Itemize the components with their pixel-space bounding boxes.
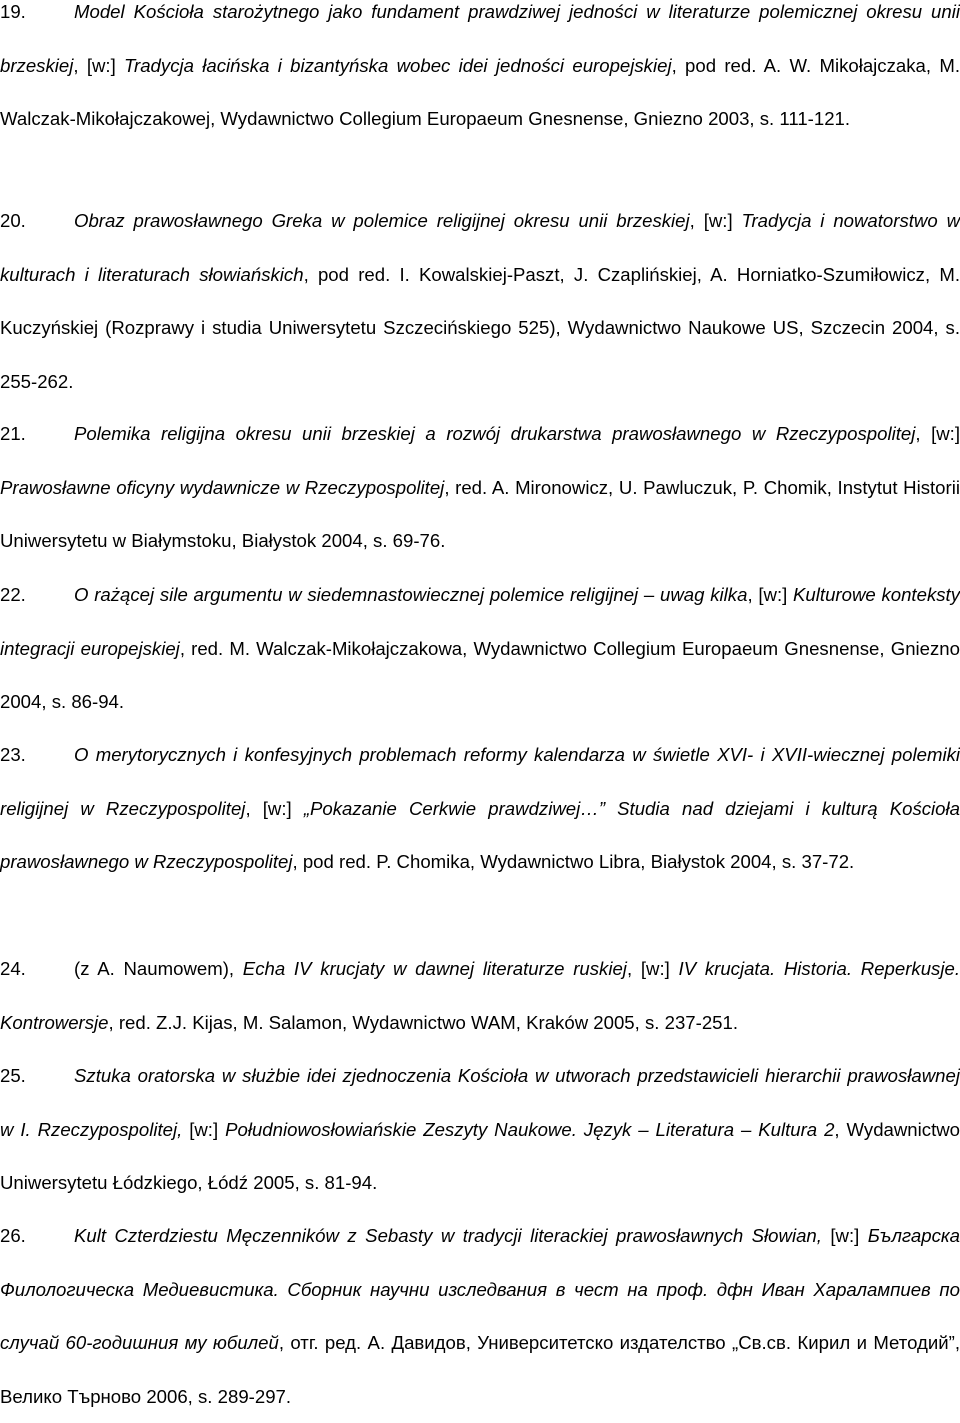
- work-title: Obraz prawosławnego Greka w polemice religijnej okresu unii brzeskiej: [74, 210, 690, 231]
- volume-title: Българска Филологическа Медиевистика. Сборник научни изследвания в чест на проф. дфн Иван Харалампиев по случай 60-годишния му юбилей: [0, 1225, 960, 1353]
- citation-text: , Wydawnictwo Uniwersytetu Łódzkiego, Łódź 2005, s. 81-94.: [0, 1118, 960, 1193]
- entry-number: 26.: [0, 1225, 26, 1246]
- volume-title: „Pokazanie Cerkwie prawdziwej…” Studia nad dziejami i kulturą Kościoła prawosławnego w Rzeczypospolitej: [0, 797, 960, 872]
- citation-text: , отг. ред. А. Давидов, Университетско издателство „Св.св. Кирил и Методий”, Велико Търново 2006, s. 289-297.: [0, 1332, 960, 1407]
- work-title: O merytorycznych i konfesyjnych problemach reformy kalendarza w świetle XVI- i XVII-wiecznej polemiki religijnej w Rzeczypospolitej: [0, 744, 960, 819]
- citation-text: , [w:]: [245, 797, 304, 819]
- citation-text: , pod red. P. Chomika, Wydawnictwo Libra, Białystok 2004, s. 37-72.: [292, 851, 855, 872]
- bibliography-entry: [0, 407, 960, 568]
- volume-title: Tradycja i nowatorstwo w kulturach i literaturach słowiańskich: [0, 210, 960, 285]
- entry-number: 23.: [0, 744, 26, 765]
- bibliography-entry: [0, 0, 960, 146]
- entry-number: 19.: [0, 1, 26, 22]
- citation-text: , red. Z.J. Kijas, M. Salamon, Wydawnictwo WAM, Kraków 2005, s. 237-251.: [108, 1011, 739, 1033]
- work-title: Kult Czterdziestu Męczenników z Sebasty w tradycji literackiej prawosławnych Słowian,: [74, 1225, 822, 1246]
- citation-text: , red. A. Mironowicz, U. Pawluczuk, P. Chomik, Instytut Historii Uniwersytetu w Białymstoku, Białystok 2004, s. 69-76.: [0, 476, 960, 551]
- volume-title: Kulturowe konteksty integracji europejskiej: [0, 584, 960, 659]
- work-title: Model Kościoła starożytnego jako fundament prawdziwej jedności w literaturze polemicznej okresu unii brzeskiej: [0, 1, 960, 76]
- work-title: Echa IV krucjaty w dawnej literaturze ruskiej: [242, 958, 627, 979]
- citation-text: , red. M. Walczak-Mikołajczakowa, Wydawnictwo Collegium Europaeum Gnesnense, Gniezno 2004, s. 86-94.: [0, 637, 960, 712]
- co-author-note: (z A. Naumowem),: [74, 958, 243, 979]
- bibliography-entry: [0, 568, 960, 729]
- volume-title: Tradycja łacińska i bizantyńska wobec idei jedności europejskiej: [124, 54, 672, 76]
- bibliography-entry: [0, 194, 960, 408]
- work-title: O rażącej sile argumentu w siedemnastowiecznej polemice religijnej: [74, 584, 639, 605]
- work-title: Polemika religijna okresu unii brzeskiej a rozwój drukarstwa prawosławnego w Rzeczypospolitej: [74, 423, 916, 444]
- work-subtitle: uwag kilka: [660, 584, 748, 605]
- volume-title: IV krucjata. Historia. Reperkusje. Kontrowersje: [0, 958, 960, 1033]
- entry-number: 24.: [0, 958, 26, 979]
- entry-number: 25.: [0, 1065, 26, 1086]
- work-title: Sztuka oratorska w służbie idei zjednoczenia Kościoła w utworach przedstawicieli hierarchii prawosławnej w I. Rzeczypospolitej,: [0, 1065, 960, 1140]
- citation-text: , pod red. I. Kowalskiej-Paszt, J. Czaplińskiej, A. Horniatko-Szumiłowicz, M. Kuczyńskiej (Rozprawy i studia Uniwersytetu Szczecińskiego 525), Wydawnictwo Naukowe US, Szczecin 2004, s. 255-262.: [0, 263, 960, 392]
- bibliography-entry: [0, 942, 960, 1049]
- volume-title: Południowosłowiańskie Zeszyty Naukowe. Język – Literatura – Kultura 2: [225, 1118, 835, 1140]
- bibliography-entry: [0, 1209, 960, 1423]
- bibliography-entry: [0, 728, 960, 889]
- citation-text: [w:]: [821, 1225, 868, 1246]
- bibliography-entry: [0, 1049, 960, 1210]
- citation-text: , [w:]: [747, 584, 794, 605]
- entry-number: 21.: [0, 423, 26, 444]
- citation-text: [w:]: [182, 1118, 226, 1140]
- citation-text: , [w:]: [689, 210, 742, 231]
- citation-text: , [w:]: [626, 958, 679, 979]
- citation-text: , [w:]: [915, 423, 960, 444]
- entry-number: 22.: [0, 584, 26, 605]
- citation-text: , pod red. A. W. Mikołajczaka, M. Walczak-Mikołajczakowej, Wydawnictwo Collegium Europaeum Gnesnense, Gniezno 2003, s. 111-121.: [0, 54, 960, 129]
- volume-title: Prawosławne oficyny wydawnicze w Rzeczypospolitej: [0, 476, 445, 498]
- entry-number: 20.: [0, 210, 26, 231]
- citation-text: –: [638, 584, 661, 605]
- citation-text: , [w:]: [73, 54, 125, 76]
